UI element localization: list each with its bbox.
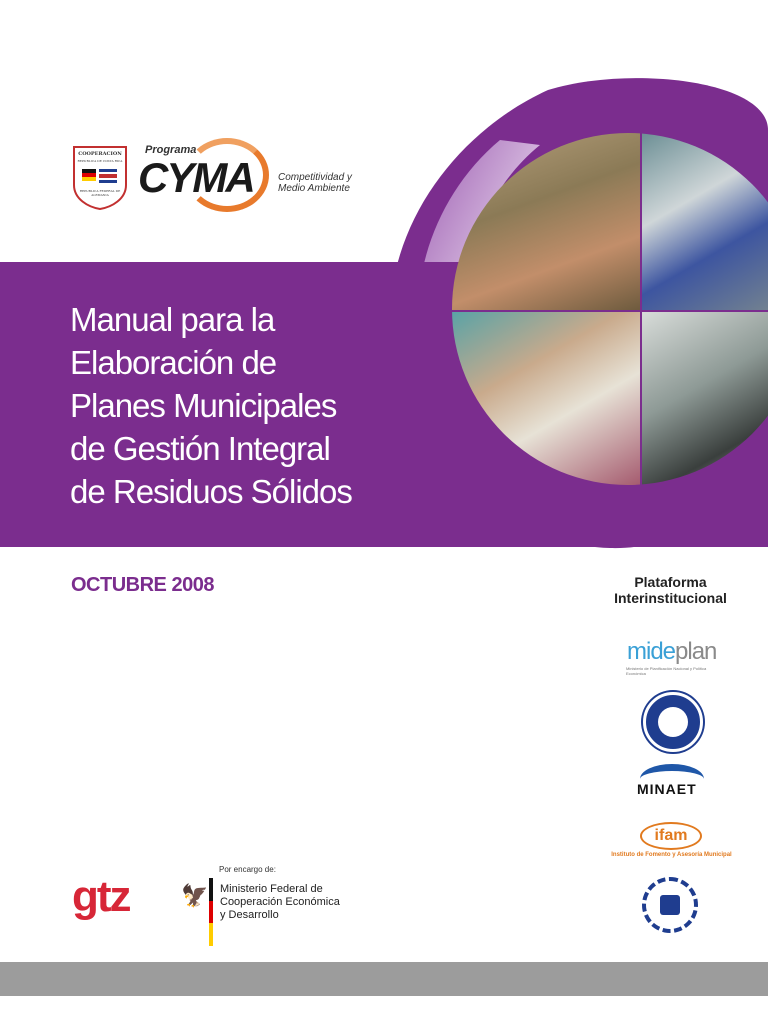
ifam-subtitle: Instituto de Fomento y Asesoría Municipal bbox=[611, 852, 732, 858]
title-line: Planes Municipales bbox=[70, 387, 337, 424]
title-line: Elaboración de bbox=[70, 344, 277, 381]
cyma-program-label: Programa bbox=[145, 144, 197, 156]
title-line: Manual para la bbox=[70, 301, 275, 338]
cyma-logo: CYMA bbox=[138, 154, 254, 201]
recycling-facility-photo bbox=[642, 133, 768, 310]
mideplan-subtitle: Ministerio de Planificación Nacional y Política Económica bbox=[626, 666, 707, 676]
emblem-center bbox=[658, 707, 688, 737]
minaet-logo: MINAET bbox=[637, 781, 697, 797]
ministry-line: y Desarrollo bbox=[220, 909, 279, 921]
title-line: de Residuos Sólidos bbox=[70, 473, 352, 510]
federal-eagle-icon: 🦅 bbox=[181, 883, 209, 908]
ifam-logo: ifam bbox=[640, 822, 702, 850]
seal-line: REPUBLICA FEDERAL DE ALEMANIA bbox=[79, 189, 121, 197]
document-title bbox=[70, 298, 400, 513]
workers-sorting-waste-photo bbox=[452, 133, 640, 310]
german-flag-bar bbox=[209, 878, 213, 946]
flag-red bbox=[209, 901, 213, 924]
ministry-line: Cooperación Económica bbox=[220, 896, 340, 908]
platform-heading-line: Plataforma bbox=[634, 574, 707, 590]
mideplan-logo-part: mide bbox=[627, 638, 676, 665]
emblem-center bbox=[660, 895, 680, 915]
women-planning-meeting-photo bbox=[452, 312, 640, 485]
por-encargo-label: Por encargo de: bbox=[219, 865, 276, 874]
office-workers-photo bbox=[642, 312, 768, 485]
mideplan-logo bbox=[627, 638, 716, 666]
title-line: de Gestión Integral bbox=[70, 430, 330, 467]
flag-black bbox=[209, 878, 213, 901]
cyma-tagline bbox=[278, 172, 352, 194]
mideplan-logo-part: plan bbox=[675, 638, 717, 665]
municipal-union-emblem-icon bbox=[642, 877, 698, 933]
ministry-line: Ministerio Federal de bbox=[220, 883, 323, 895]
ministerio-salud-emblem-icon bbox=[643, 692, 703, 752]
footer-bar bbox=[0, 962, 768, 996]
bmz-ministry-name bbox=[220, 883, 340, 922]
cooperation-seal bbox=[72, 145, 128, 211]
publication-date: OCTUBRE 2008 bbox=[71, 574, 214, 596]
flag-gold bbox=[209, 923, 213, 946]
seal-title: COOPERACION bbox=[78, 151, 122, 157]
platform-heading bbox=[598, 574, 743, 606]
cyma-tagline-line: Competitividad y bbox=[278, 172, 352, 183]
gtz-logo: gtz bbox=[72, 872, 130, 921]
seal-line: REPUBLICA DE COSTA RICA bbox=[77, 159, 123, 163]
platform-heading-line: Interinstitucional bbox=[614, 590, 727, 606]
photo-collage bbox=[452, 133, 768, 485]
cyma-tagline-line: Medio Ambiente bbox=[278, 183, 350, 194]
